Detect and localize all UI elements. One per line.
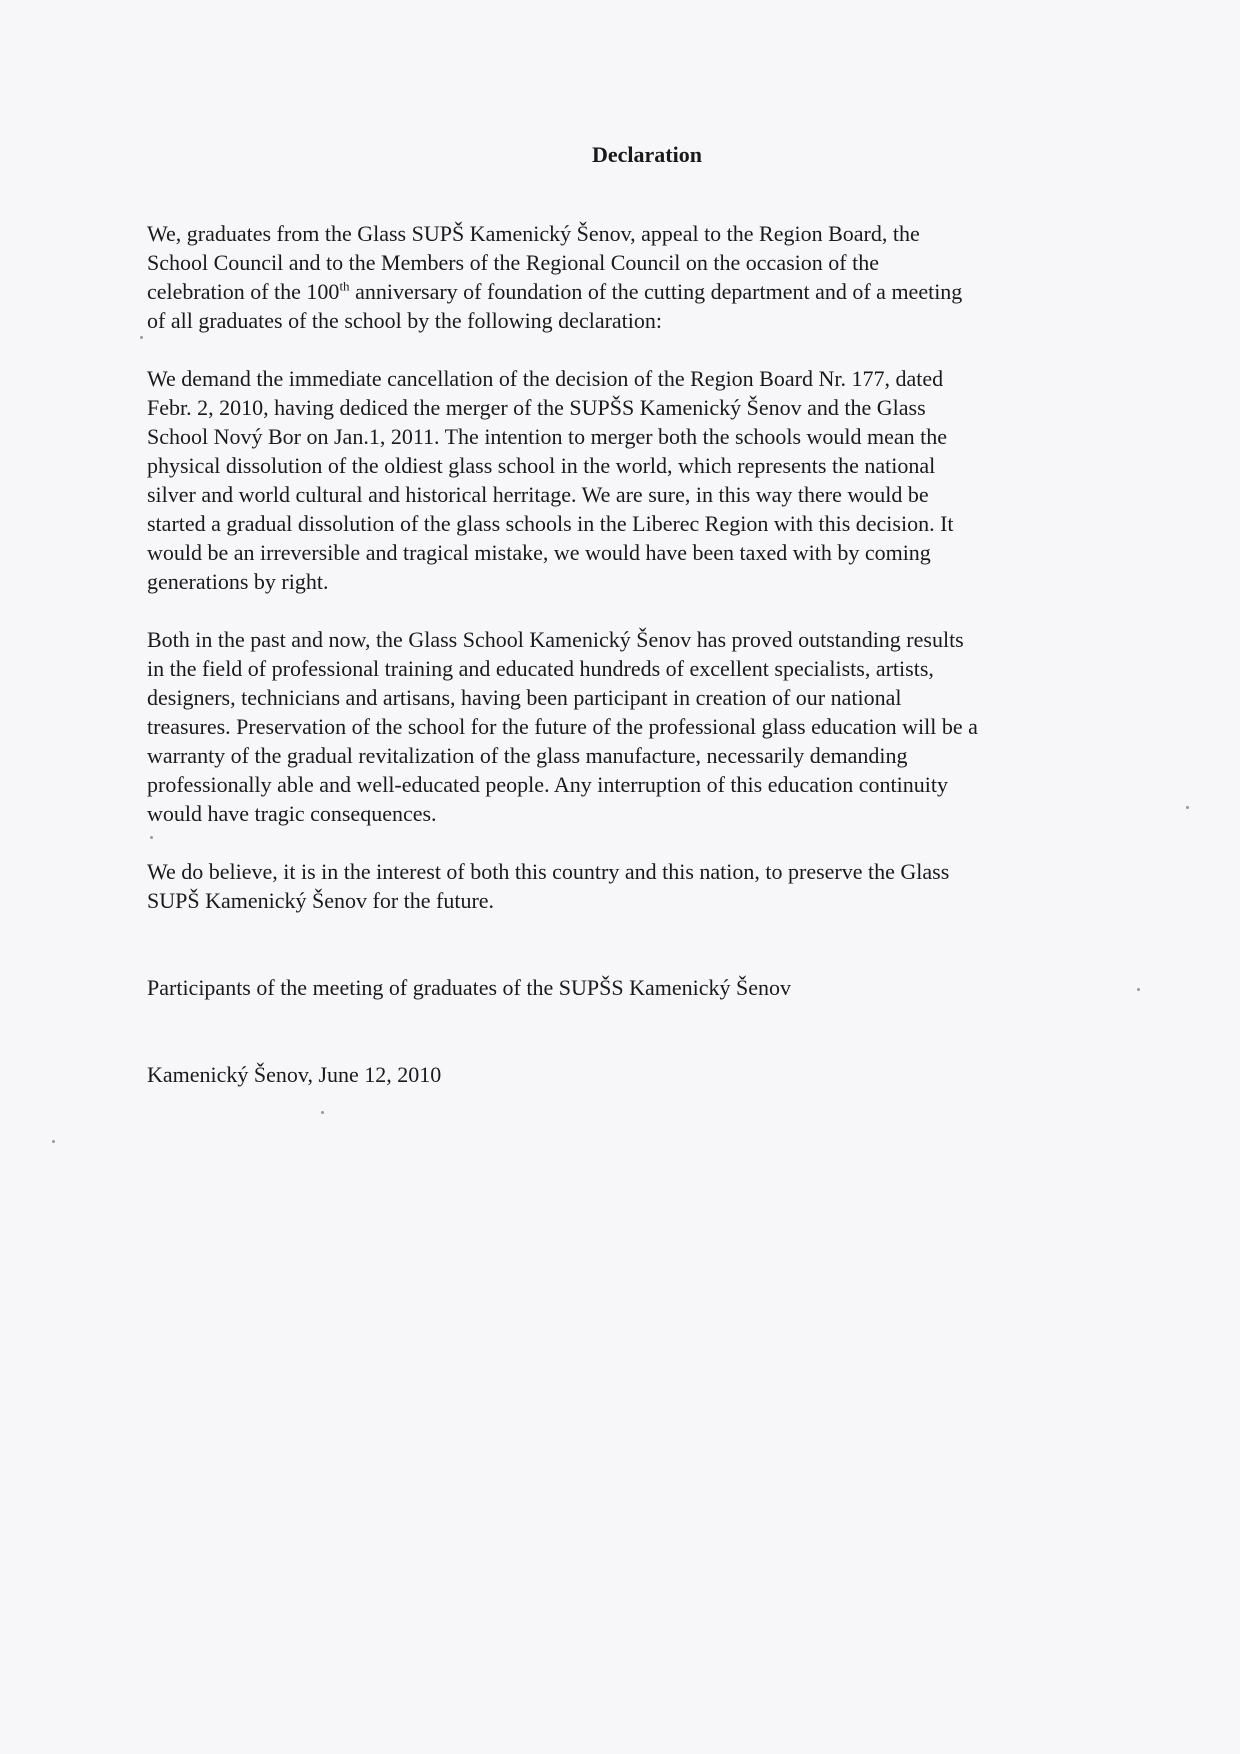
scan-speck (140, 336, 143, 339)
paragraph-line: SUPŠ Kamenický Šenov for the future. (147, 888, 495, 913)
paragraph-line (147, 277, 1107, 306)
paragraph-3 (147, 625, 1107, 828)
paragraph-line: physical dissolution of the oldiest glass school in the world, which represents the national (147, 453, 936, 478)
paragraph-line: We demand the immediate cancellation of the decision of the Region Board Nr. 177, dated (147, 366, 944, 391)
signatories-line: Participants of the meeting of graduates of the SUPŠS Kamenický Šenov (147, 975, 791, 1000)
paragraph-line: School Nový Bor on Jan.1, 2011. The intention to merger both the schools would mean the (147, 424, 948, 449)
paragraph-line: would be an irreversible and tragical mistake, we would have been taxed with by coming (147, 540, 931, 565)
paragraph-line: generations by right. (147, 569, 329, 594)
paragraph-line: designers, technicians and artisans, having been participant in creation of our national (147, 685, 902, 710)
paragraph-line: treasures. Preservation of the school for the future of the professional glass education will be a (147, 714, 978, 739)
scan-speck (321, 1111, 324, 1114)
paragraph-line: in the field of professional training and educated hundreds of excellent specialists, artists, (147, 656, 934, 681)
scan-speck (1186, 806, 1189, 809)
ordinal-suffix: th (339, 278, 350, 294)
scan-speck (1137, 988, 1140, 991)
paragraph-line: started a gradual dissolution of the glass schools in the Liberec Region with this decision. It (147, 511, 954, 536)
paragraph-line: silver and world cultural and historical herritage. We are sure, in this way there would be (147, 482, 929, 507)
paragraph-4 (147, 857, 1107, 915)
paragraph-line: warranty of the gradual revitalization of the glass manufacture, necessarily demanding (147, 743, 908, 768)
line-text: anniversary of foundation of the cutting department and of a meeting (349, 279, 963, 304)
paragraph-line: would have tragic consequences. (147, 801, 437, 826)
paragraph-2 (147, 364, 1107, 596)
paragraph-1 (147, 219, 1107, 335)
scan-speck (150, 836, 153, 839)
line-text: celebration of the 100 (147, 279, 340, 304)
document-body (147, 140, 1107, 1089)
document-title: Declaration (592, 142, 702, 167)
paragraph-line: We, graduates from the Glass SUPŠ Kamenický Šenov, appeal to the Region Board, the (147, 221, 920, 246)
paragraph-line: of all graduates of the school by the following declaration: (147, 308, 663, 333)
place-and-date: Kamenický Šenov, June 12, 2010 (147, 1062, 442, 1087)
paragraph-line: professionally able and well-educated people. Any interruption of this education continuity (147, 772, 948, 797)
paragraph-line: We do believe, it is in the interest of both this country and this nation, to preserve the Glass (147, 859, 950, 884)
paragraph-line: Febr. 2, 2010, having dediced the merger of the SUPŠS Kamenický Šenov and the Glass (147, 395, 926, 420)
scan-speck (52, 1140, 55, 1143)
paragraph-line: School Council and to the Members of the Regional Council on the occasion of the (147, 250, 879, 275)
paragraph-line: Both in the past and now, the Glass School Kamenický Šenov has proved outstanding results (147, 627, 964, 652)
